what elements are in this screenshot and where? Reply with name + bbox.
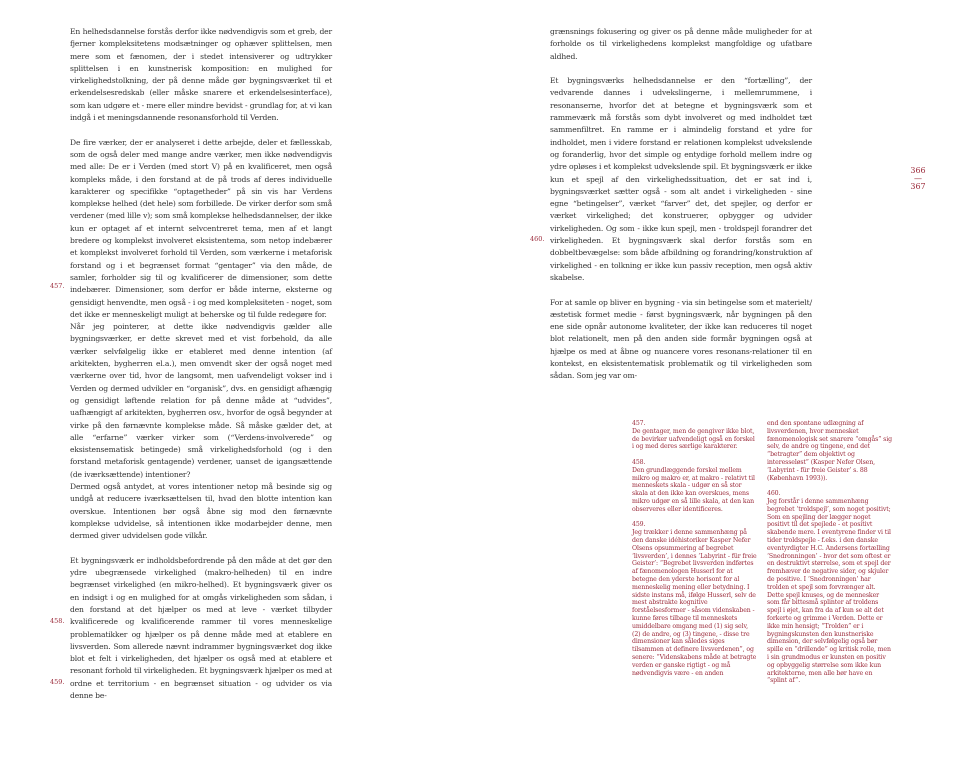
- paragraph: Et bygningsværks helhedsdannelse er den “fortælling”, der vedvarende dannes i udvekslingerne, i mellemrummene, i resonanserne, hvorfor det at betegne et bygningsværk som et rammeværk må forstås som dybt involveret og med indholdet tæt sammenfiltret. En ramme er i almindelig forstand et ydre for indholdet, men i videre forstand er relationen komplekst udvekslende og foranderlig, hvor det simple og entydige forhold mellem indre og ydre opløses i et komplekst udvekslende spil. Et bygningsværk er ikke kun et spejl af den virkelighedssituation, det er sat ind i, bygningsværket sætter også - som alt andet i virkeligheden - sine egne “betingelser”, værket “farver” det, det spejler, og derfor er værket virkelighed; det konstruerer, opbygger og udvider virkeligheden. Og som - ikke kun spejl, men - troldspejl forandrer det virkeligheden. Et bygningsværk skal derfor forstås som en dobbeltbevægelse: som både afbildning og forandring/konstruktion af virkelighed - en tolkning er ikke kun passiv reception, men også aktiv skabelse.: [550, 76, 812, 282]
- footnote: [632, 459, 758, 514]
- footnote: [632, 521, 758, 677]
- paragraph: En helhedsdannelse forstås derfor ikke nødvendigvis som et greb, der fjerner kompleksitetens modsætninger og ophæver splittelsen, men mere som et fænomen, der i stedet intensiverer og udtrykker splittelsen i en kunstnerisk komposition: en mulighed for virkelighedstolkning, der på denne måde gør bygningsværket til et erkendelsesredskab (eller måske snarere et erkendelsesinterface), som kan udgøre et - mere eller mindre bevidst - grundlag for, at vi kan indgå i et meningsdannende resonansforhold til Verden.: [70, 27, 332, 123]
- right-page-body: [550, 26, 812, 383]
- margin-note-number: 457.: [50, 282, 65, 290]
- footnotes-column-right: [767, 420, 893, 693]
- margin-note-number: 459.: [50, 678, 65, 686]
- footnote: [767, 490, 893, 685]
- paragraph: Dermed også antydet, at vores intentioner netop må besinde sig og undgå at reducere iværksættelsen til, hvad den blotte intention kan overskue. Intentionen bør også åbne sig mod den førnævnte komplekse udvidelse, så intentionen ikke modarbejder denne, men dermed giver udvidelsen gode vilkår.: [70, 481, 332, 541]
- page-number-right: 367: [910, 182, 926, 191]
- footnote-number: 459.: [632, 521, 646, 529]
- footnote-number: 457.: [632, 420, 646, 427]
- margin-note-number: 460.: [530, 235, 545, 243]
- paragraph: Et bygningsværk er indholdsbefordrende på den måde at det gør den ydre ubegrænsede virkelighed (makro-helheden) til en indre begrænset virkelighed (en mikro-helhed). Et bygningsværk giver os en indsigt i og en mulighed for at omgås virkeligheden som sådan, i den forstand at det hjælper os med at leve - værket tilbyder kvalificerede og kvalificerende rammer til vores menneskelige problematikker og hjælper os på denne måde med at etablere en livsverden. Som allerede nævnt indrammer bygningsværket dog ikke blot et felt i virkeligheden, det hjælper os også med at etablere et resonant forhold til virkeligheden. Et bygningsværk hjælper os med at ordne et territorium - en begrænset situation - og udvider os via denne be-: [70, 555, 332, 701]
- paragraph: For at samle op bliver en bygning - via sin betingelse som et materielt/æstetisk formet medie - først bygningsværk, når bygningen på den ene side opnår autonome kvaliteter, der ikke kan reduceres til noget blot relationelt, men på den anden side formår bygningen også at hjælpe os med at åbne og nuancere vores resonans-relationer til en kontekst, en eksistentematisk problematik og til virkeligheden som sådan. Som jeg var om-: [550, 297, 812, 381]
- page-number-left: 366: [910, 166, 926, 175]
- left-page-body: [70, 26, 332, 702]
- folio-divider: —: [914, 174, 922, 183]
- paragraph: grænsnings fokusering og giver os på denne måde muligheder for at forholde os til virkelighedens komplekst mangfoldige og ufatbare aldhed.: [550, 27, 812, 61]
- paragraph: Når jeg pointerer, at dette ikke nødvendigvis gælder alle bygningsværker, er dette skrevet med et vist forbehold, da alle værker selvfølgelig ikke er etableret med denne intention (af arkitekten, bygherren el.a.), men omvendt sker der også noget med værkerne over tid, hvor de langsomt, men uafvendeligt vokser ind i Verden og dermed udvikler en “organisk”, dvs. en gensidigt afhængig og gensidigt løftende relation for på denne måde at “udvides”, uafhængigt af arkitekten, bygherren osv., hvorfor de også begynder at virke på den førnævnte komplekse måde. Så måske gælder det, at alle “erfarne” værker virker som (“Verdens-involverede” og eksistensematisk betingede) små virkelighedsforhold (og i den forstand metaforisk gentagende) verdener, uanset de igangsættende (de iværksættende) intentioner?: [70, 322, 332, 479]
- footnote-number: 458.: [632, 458, 646, 466]
- footnote-number: 460.: [767, 490, 781, 498]
- footnote-text: end den spontane udlægning af livsverdenen, hvor mennesket fænomenologisk set snarere “omgås” sig selv, de andre og tingene, end det “betragter” dem objektivt og interesseløst” (Kasper Nefer Olsen, ‘Labyrint - für freie Geister’ s. 88 (København 1993)).: [767, 420, 892, 482]
- page-folio: [905, 166, 931, 192]
- footnote-text: De gentager, men de gengiver ikke blot, de bevirker uafvendeligt også en forskel i og med deres særlige karakterer.: [632, 427, 755, 451]
- footnote: [632, 420, 758, 451]
- margin-note-number: 458.: [50, 617, 65, 625]
- footnotes-column-left: [632, 420, 758, 685]
- footnote-text: Den grundlæggende forskel mellem mikro og makro er, at makro - relativt til menneskets skala - udgør en så stor skala at den ikke kan overskues, mens mikro udgør en så lille skala, at den kan observeres eller identificeres.: [632, 466, 755, 513]
- paragraph: De fire værker, der er analyseret i dette arbejde, deler et fællesskab, som de også deler med mange andre værker, men ikke nødvendigvis med alle: De er i Verden (med stort V) på en kvalificeret, men også kompleks måde, i den forstand at de på trods af deres individuelle karakterer og specifikke “optagetheder” på sin vis har Verdens komplekse helhed (det hele) som forbillede. De virker derfor som små verdener (med lille v); som små komplekse helhedsdannelser, der ikke kun er optaget af et internt selvcentreret tema, men af et langt bredere og komplekst involveret eksistentema, som netop indebærer et komplekst involveret forhold til Verden, som værkerne i metaforisk forstand og i et begrænset format “gentager” via den måde, de samler, forholder sig til og kvalificerer de dimensioner, som dette indebærer. Dimensioner, som derfor er både interne, eksterne og gensidigt henvendte, men også - i og med kompleksiteten - noget, som det ikke er menneskeligt muligt at beherske og til fulde redegøre for.: [70, 137, 332, 319]
- footnote-continuation: [767, 420, 893, 482]
- footnote-text: Jeg trækker i denne sammenhæng på den danske idéhistoriker Kasper Nefer Olsens opsummering af begrebet ‘livsverden’, i dennes ‘Labyrint - für freie Geister’: “Begrebet livsverden indførtes af fænomenologen Husserl for at betegne den yderste horisont for al menneskelig mening eller betydning. I sidste instans må, ifølge Husserl, selv de mest abstrakte kognitive forståelsesformer - såsom videnskaben - kunne føres tilbage til menneskets umiddelbare omgang med (1) sig selv, (2) de andre, og (3) tingene, - disse tre dimensioner kan således siges tilsammen at definere livsverdenen”, og senere: “Videnskabens måde at betragte verden er ganske rigtigt - og må nødvendigvis være - en anden: [632, 529, 757, 677]
- footnote-text: Jeg forstår i denne sammenhæng begrebet ‘troldspejl’, som noget positivt; Som en spejling der lægger noget positivt til det spejlede - et positivt skabende mere. I eventyrene finder vi til tider troldspejle - f.eks. i den danske eventyrdigter H.C. Andersens fortælling ‘Snedronningen’ - hvor det som oftest er en destruktivt størrelse, som et spejl der fremhæver de negative sider, og skjuler de positive. I ‘Snedronningen’ har trolden et spejl som forvrænger alt. Dette spejl knuses, og de mennesker som får bittesmå splinter af troldens spejl i øjet, kan fra da af kun se alt det forkerte og grimme i Verden. Dette er ikke min hensigt; “Trolden” er i bygningskunsten den kunstneriske dimension, der selvfølgelig også bør spille en “drillende” og kritisk rolle, men i sin grundmodus er kunsten en positiv og opbyggelig størrelse som ikke kun arkitekterne, men alle bør have en “splint af”.: [767, 497, 891, 685]
